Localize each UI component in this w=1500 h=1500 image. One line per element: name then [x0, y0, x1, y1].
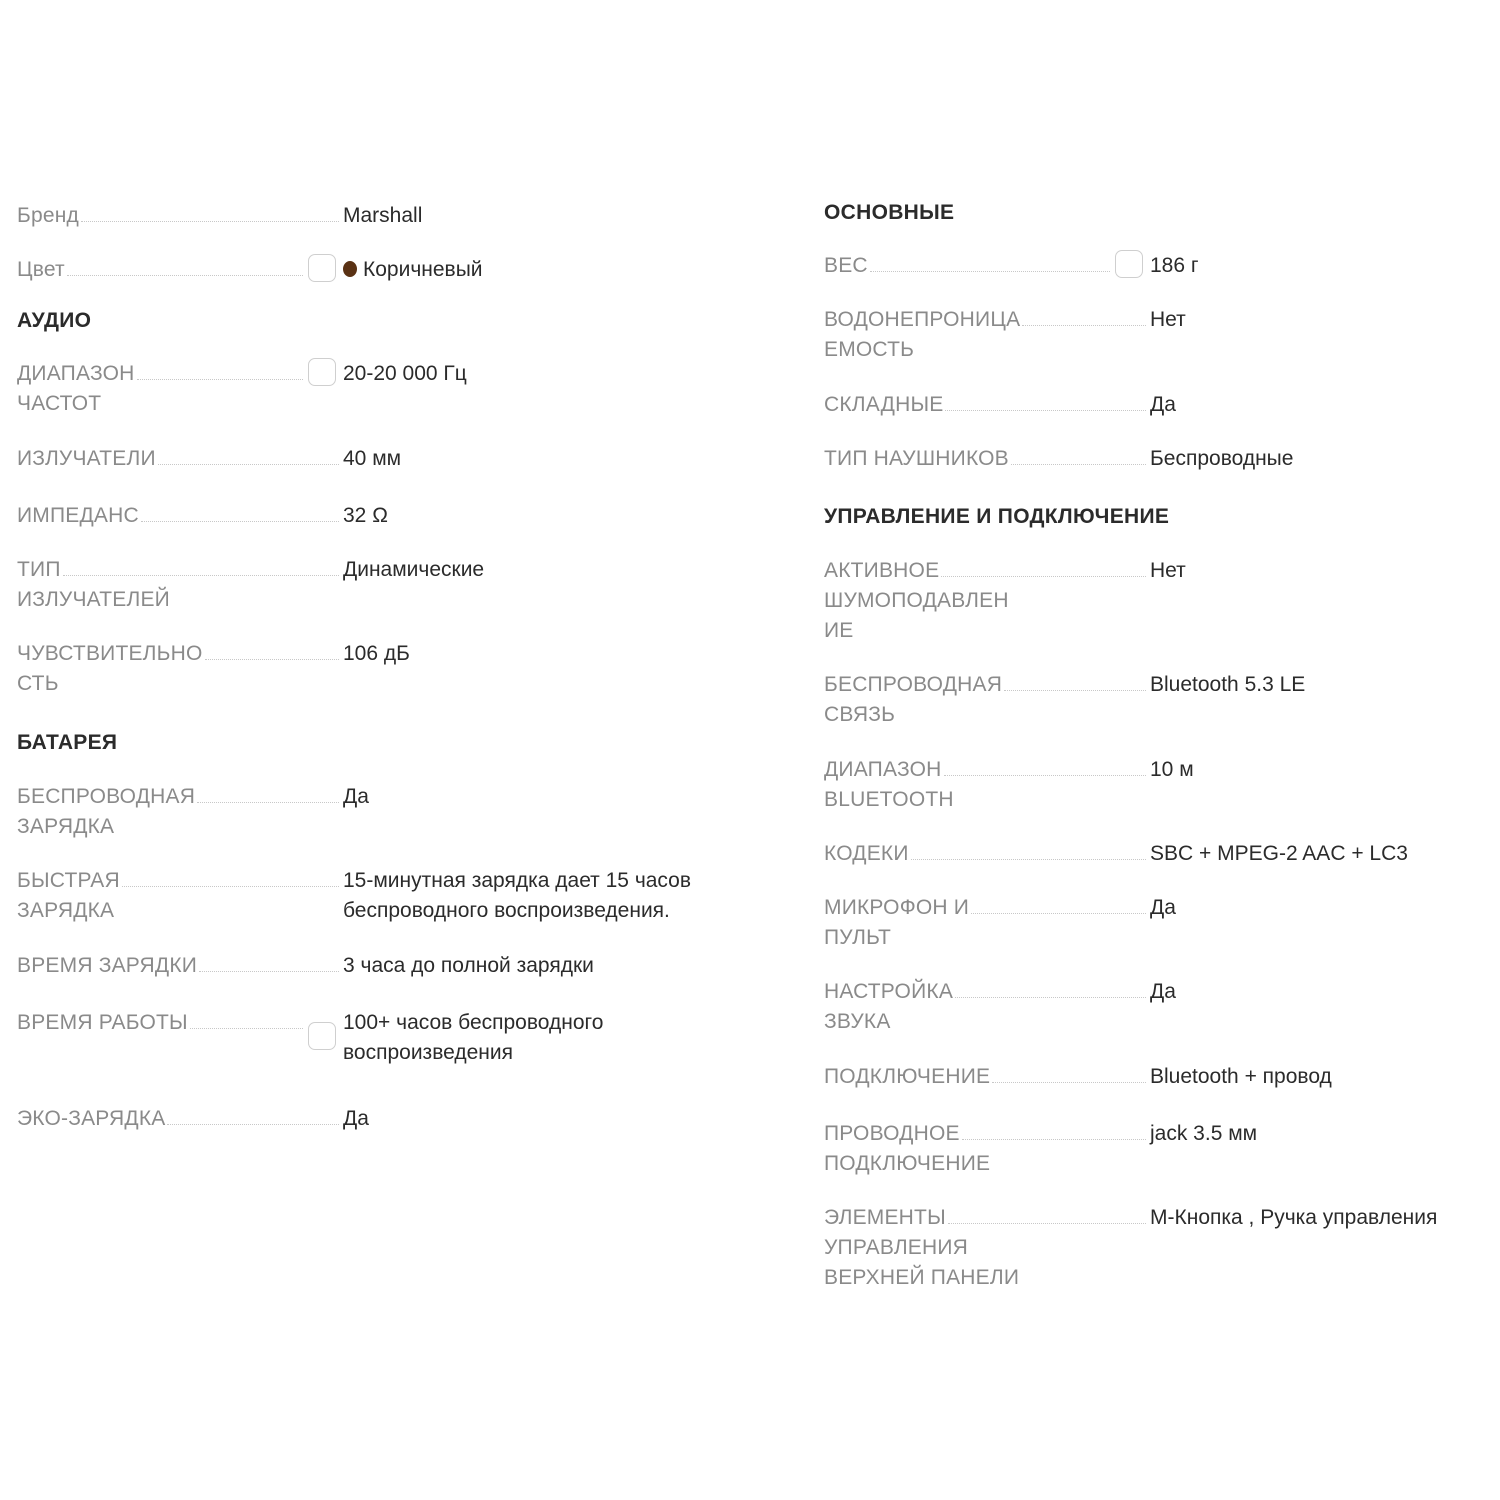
dotted-leader — [67, 255, 303, 276]
spec-value: Да — [343, 1107, 369, 1130]
spec-row-headphone-type — [824, 444, 1293, 474]
dotted-leader — [955, 977, 1146, 998]
spec-label-line2: ЗАРЯДКА — [17, 899, 115, 922]
spec-row-drivers — [17, 444, 401, 474]
spec-label: ПОДКЛЮЧЕНИЕ — [824, 1065, 991, 1088]
spec-value: Нет — [1150, 308, 1186, 331]
spec-label: БЕСПРОВОДНАЯ — [17, 785, 196, 808]
spec-label: ВРЕМЯ РАБОТЫ — [17, 1011, 188, 1034]
spec-row-sound — [824, 977, 1176, 1037]
section-title-control: УПРАВЛЕНИЕ И ПОДКЛЮЧЕНИЕ — [824, 505, 1170, 528]
spec-row-connection — [824, 1062, 1332, 1092]
dotted-leader — [137, 359, 304, 380]
dotted-leader — [141, 501, 339, 522]
spec-row-bt-range — [824, 755, 1194, 815]
spec-value: Нет — [1150, 559, 1186, 582]
dotted-leader — [945, 390, 1146, 411]
spec-label: ЭЛЕМЕНТЫ — [824, 1206, 946, 1229]
spec-label: ПРОВОДНОЕ — [824, 1122, 960, 1145]
spec-label-line2: ПОДКЛЮЧЕНИЕ — [824, 1152, 991, 1175]
spec-row-foldable — [824, 390, 1176, 420]
dotted-leader — [199, 951, 339, 972]
spec-label: ДИАПАЗОН — [824, 758, 942, 781]
spec-value-line2: воспроизведения — [343, 1041, 513, 1064]
spec-value-line2: беспроводного воспроизведения. — [343, 899, 670, 922]
spec-label: Цвет — [17, 258, 65, 281]
spec-label-line2: BLUETOOTH — [824, 788, 954, 811]
dotted-leader — [1004, 670, 1146, 691]
dotted-leader — [1022, 305, 1146, 326]
spec-value: 3 часа до полной зарядки — [343, 954, 594, 977]
spec-label-line2: ПУЛЬТ — [824, 926, 892, 949]
dotted-leader — [167, 1104, 339, 1125]
spec-value: Да — [343, 785, 369, 808]
spec-row-charge-time — [17, 951, 594, 981]
spec-row-frequency — [17, 359, 467, 419]
dotted-leader — [81, 201, 339, 222]
spec-label: ИМПЕДАНС — [17, 504, 139, 527]
dotted-leader — [205, 639, 339, 660]
spec-row-brand — [17, 201, 422, 231]
spec-value-line1: 100+ часов беспроводного — [343, 1011, 604, 1034]
spec-value: 106 дБ — [343, 642, 410, 665]
spec-value: M-Кнопка , Ручка управления — [1150, 1206, 1438, 1229]
dotted-leader — [971, 893, 1146, 914]
spec-value: Да — [1150, 896, 1176, 919]
info-hint-button[interactable] — [308, 254, 336, 282]
spec-label: ВОДОНЕПРОНИЦА — [824, 308, 1021, 331]
dotted-leader — [122, 866, 339, 887]
spec-row-sensitivity — [17, 639, 410, 699]
spec-value: Да — [1150, 980, 1176, 1003]
spec-label-line2: ЕМОСТЬ — [824, 338, 915, 361]
spec-label: СКЛАДНЫЕ — [824, 393, 944, 416]
spec-label-line2: СТЬ — [17, 672, 59, 695]
dotted-leader — [63, 555, 339, 576]
color-name: Коричневый — [363, 258, 483, 281]
spec-row-wireless-charging — [17, 782, 369, 842]
spec-value: Беспроводные — [1150, 447, 1294, 470]
section-title-battery: БАТАРЕЯ — [17, 731, 118, 754]
section-title-audio: АУДИО — [17, 309, 92, 332]
dotted-leader — [941, 556, 1146, 577]
spec-value: 10 м — [1150, 758, 1194, 781]
spec-value: SBC + MPEG-2 AAC + LC3 — [1150, 842, 1408, 865]
spec-label: ЧУВСТВИТЕЛЬНО — [17, 642, 203, 665]
spec-label-line2: ИЗЛУЧАТЕЛЕЙ — [17, 588, 170, 611]
dotted-leader — [197, 782, 339, 803]
spec-row-waterproof — [824, 305, 1186, 365]
spec-label: НАСТРОЙКА — [824, 980, 954, 1003]
spec-label: ТИП — [17, 558, 61, 581]
dotted-leader — [911, 839, 1146, 860]
spec-row-fast-charging — [17, 866, 691, 926]
spec-label-line2: ЗАРЯДКА — [17, 815, 115, 838]
spec-row-codecs — [824, 839, 1408, 869]
spec-label: КОДЕКИ — [824, 842, 909, 865]
spec-row-wired — [824, 1119, 1257, 1179]
spec-label-line2: ШУМОПОДАВЛЕН — [824, 589, 1009, 612]
info-hint-button[interactable] — [1115, 250, 1143, 278]
spec-value: 20-20 000 Гц — [343, 362, 467, 385]
dotted-leader — [870, 251, 1110, 272]
spec-label: ВРЕМЯ ЗАРЯДКИ — [17, 954, 198, 977]
spec-row-color — [17, 255, 483, 285]
spec-value: 186 г — [1150, 254, 1199, 277]
spec-row-top-controls — [824, 1203, 1437, 1293]
spec-value: Bluetooth + провод — [1150, 1065, 1332, 1088]
spec-label: АКТИВНОЕ — [824, 559, 940, 582]
spec-label-line3: ВЕРХНЕЙ ПАНЕЛИ — [824, 1266, 1020, 1289]
spec-value: Динамические — [343, 558, 485, 581]
spec-label: ДИАПАЗОН — [17, 362, 135, 385]
spec-value: 40 мм — [343, 447, 402, 470]
spec-row-eco-charging — [17, 1104, 369, 1134]
info-hint-button[interactable] — [308, 358, 336, 386]
spec-label: Бренд — [17, 204, 79, 227]
spec-label: ТИП НАУШНИКОВ — [824, 447, 1009, 470]
dotted-leader — [190, 1008, 303, 1029]
spec-label-line2: ЧАСТОТ — [17, 392, 102, 415]
spec-label-line2: ЗВУКА — [824, 1010, 891, 1033]
spec-value: jack 3.5 мм — [1150, 1122, 1258, 1145]
spec-label: ИЗЛУЧАТЕЛИ — [17, 447, 156, 470]
spec-row-wireless — [824, 670, 1305, 730]
dotted-leader — [992, 1062, 1146, 1083]
spec-value: 32 Ω — [343, 504, 388, 527]
spec-label-line3: ИЕ — [824, 619, 854, 642]
dotted-leader — [1011, 444, 1146, 465]
color-swatch-icon — [343, 261, 357, 277]
spec-value: Bluetooth 5.3 LE — [1150, 673, 1306, 696]
dotted-leader — [944, 755, 1147, 776]
spec-label-line2: УПРАВЛЕНИЯ — [824, 1236, 969, 1259]
spec-row-mic — [824, 893, 1176, 953]
spec-value — [343, 255, 483, 285]
dotted-leader — [962, 1119, 1146, 1140]
spec-label: МИКРОФОН И — [824, 896, 970, 919]
spec-row-anc — [824, 556, 1186, 646]
spec-value: Да — [1150, 393, 1176, 416]
spec-label-line2: СВЯЗЬ — [824, 703, 896, 726]
spec-value: Marshall — [343, 204, 423, 227]
spec-row-impedance — [17, 501, 388, 531]
dotted-leader — [158, 444, 339, 465]
spec-label: ВЕС — [824, 254, 868, 277]
spec-label: БЕСПРОВОДНАЯ — [824, 673, 1003, 696]
section-title-main: ОСНОВНЫЕ — [824, 201, 955, 224]
info-hint-button[interactable] — [308, 1022, 336, 1050]
spec-label: ЭКО-ЗАРЯДКА — [17, 1107, 166, 1130]
spec-label: БЫСТРАЯ — [17, 869, 120, 892]
dotted-leader — [948, 1203, 1146, 1224]
spec-value-line1: 15-минутная зарядка дает 15 часов — [343, 869, 692, 892]
spec-row-driver-type — [17, 555, 484, 615]
